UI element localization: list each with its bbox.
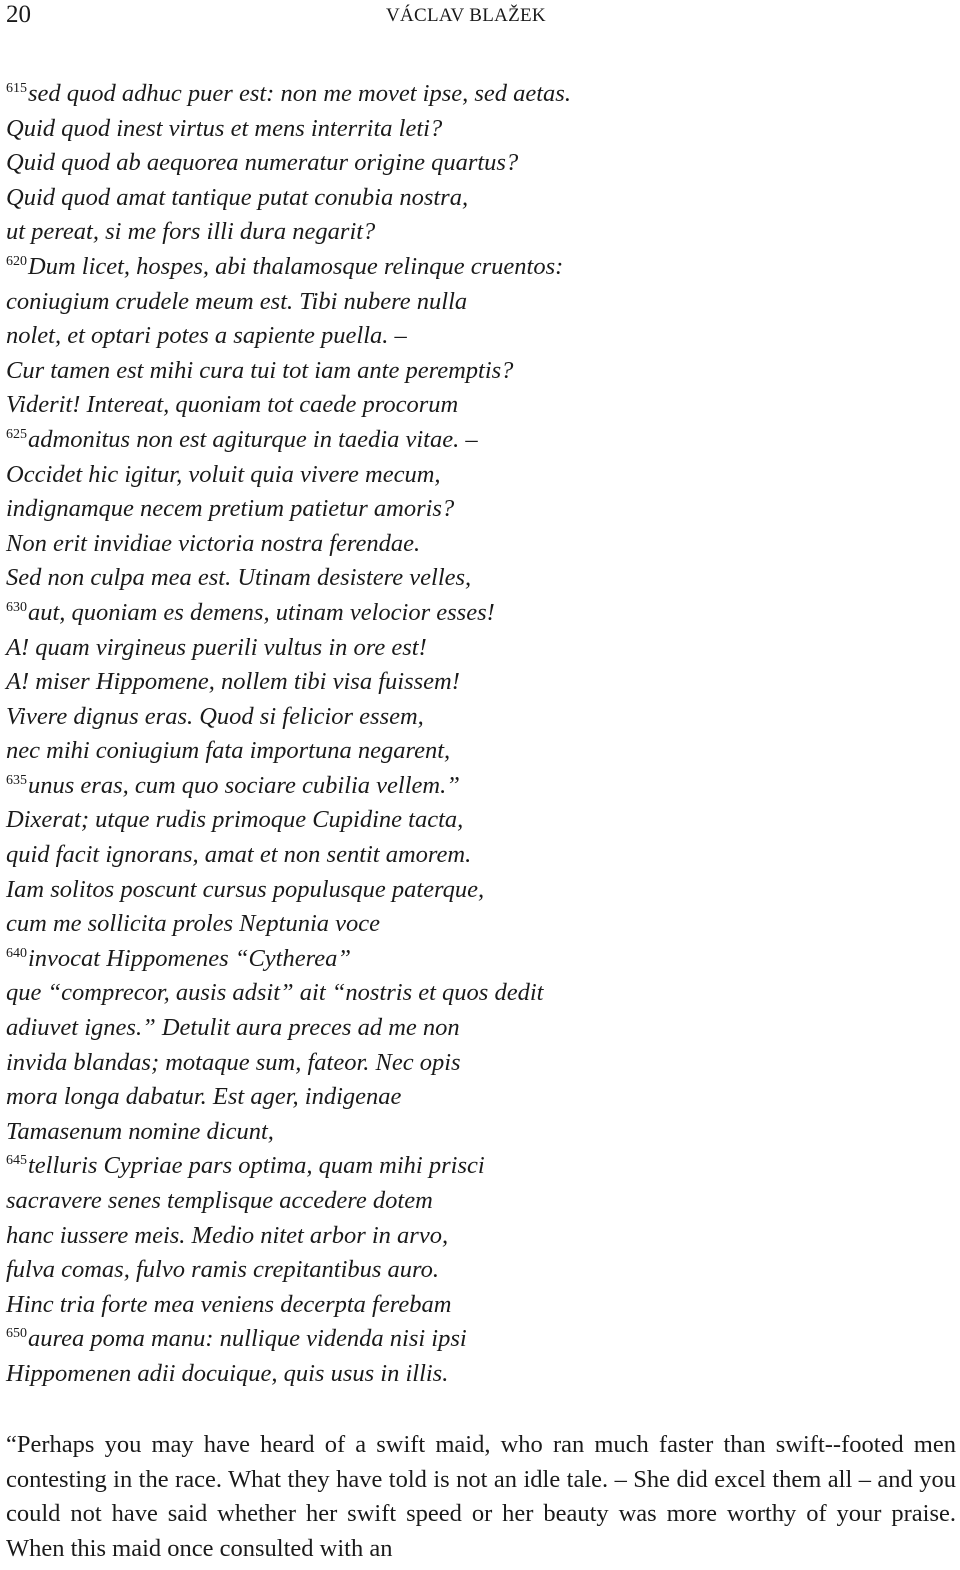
- verse-line: [6, 354, 946, 389]
- verse-line: [6, 285, 946, 320]
- verse-line: [6, 596, 946, 631]
- verse-line: [6, 1046, 946, 1081]
- verse-line: [6, 146, 946, 181]
- running-head: VÁCLAV BLAŽEK: [386, 5, 546, 26]
- verse-text: Quid quod inest virtus et mens interrita leti?: [6, 114, 443, 142]
- verse-line: [6, 976, 946, 1011]
- verse-text: Occidet hic igitur, voluit quia vivere mecum,: [6, 460, 441, 488]
- line-number: 615: [6, 81, 27, 96]
- verse-line: [6, 492, 946, 527]
- page-header: [0, 0, 960, 34]
- verse-line: [6, 1322, 946, 1357]
- verse-text: A! miser Hippomene, nollem tibi visa fuissem!: [6, 668, 460, 696]
- verse-text: A! quam virgineus puerili vultus in ore est!: [6, 633, 427, 661]
- line-number: 640: [6, 945, 27, 961]
- verse-line: [6, 1011, 946, 1046]
- verse-text: adiuvet ignes.” Detulit aura preces ad me non: [6, 1014, 460, 1042]
- verse-text: Vivere dignus eras. Quod si felicior essem,: [6, 702, 424, 730]
- verse-text: nec mihi coniugium fata importuna negarent,: [6, 737, 451, 765]
- verse-text: Non erit invidiae victoria nostra ferendae.: [6, 529, 421, 557]
- verse-line: [6, 942, 946, 977]
- verse-text: Iam solitos poscunt cursus populusque paterque,: [6, 875, 485, 903]
- verse-line: [6, 215, 946, 250]
- verse-text: Quid quod ab aequorea numeratur origine quartus?: [6, 149, 519, 177]
- latin-verse-block: [6, 77, 946, 1392]
- line-number: 635: [6, 772, 27, 788]
- verse-text: aurea poma manu: nullique videnda nisi ipsi: [28, 1325, 467, 1353]
- verse-text: Viderit! Intereat, quoniam tot caede procorum: [6, 391, 459, 419]
- verse-line: [6, 665, 946, 700]
- verse-text: invocat Hippomenes “Cytherea”: [28, 944, 351, 972]
- verse-line: [6, 458, 946, 493]
- verse-text: Hinc tria forte mea veniens decerpta ferebam: [6, 1290, 452, 1318]
- verse-text: Dum licet, hospes, abi thalamosque relinque cruentos:: [28, 252, 564, 280]
- verse-line: [6, 1115, 946, 1150]
- verse-text: nolet, et optari potes a sapiente puella. –: [6, 322, 407, 350]
- verse-text: cum me sollicita proles Neptunia voce: [6, 910, 380, 938]
- verse-text: indignamque necem pretium patietur amoris?: [6, 495, 455, 523]
- line-number: 620: [6, 253, 27, 269]
- line-number: 630: [6, 599, 27, 615]
- verse-text: unus eras, cum quo sociare cubilia vellem.”: [28, 771, 460, 799]
- verse-line: [6, 700, 946, 735]
- verse-line: [6, 112, 946, 147]
- line-number: 650: [6, 1326, 27, 1342]
- verse-line: [6, 838, 946, 873]
- verse-line: [6, 1080, 946, 1115]
- verse-text: invida blandas; motaque sum, fateor. Nec opis: [6, 1048, 461, 1076]
- verse-text: ut pereat, si me fors illi dura negarit?: [6, 218, 376, 246]
- verse-text: hanc iussere meis. Medio nitet arbor in arvo,: [6, 1221, 449, 1249]
- verse-text: Sed non culpa mea est. Utinam desistere velles,: [6, 564, 472, 592]
- verse-line: [6, 769, 946, 804]
- english-translation: “Perhaps you may have heard of a swift maid, who ran much faster than swift--footed men contesting in the race. What they have told is not an idle tale. – She did excel them all – and you could not have said whether her swift speed or her beauty was more worthy of your praise. When this maid once consulted with an: [6, 1431, 956, 1562]
- verse-text: admonitus non est agiturque in taedia vitae. –: [28, 425, 478, 453]
- verse-line: [6, 907, 946, 942]
- verse-line: [6, 388, 946, 423]
- verse-line: [6, 1149, 946, 1184]
- verse-text: sed quod adhuc puer est: non me movet ipse, sed aetas.: [28, 80, 571, 107]
- verse-text: fulva comas, fulvo ramis crepitantibus auro.: [6, 1256, 440, 1284]
- verse-text: Hippomenen adii docuique, quis usus in illis.: [6, 1359, 449, 1387]
- verse-line: [6, 1184, 946, 1219]
- verse-line: [6, 561, 946, 596]
- verse-text: sacravere senes templisque accedere dotem: [6, 1187, 433, 1214]
- verse-line: [6, 1253, 946, 1288]
- verse-text: Quid quod amat tantique putat conubia nostra,: [6, 183, 469, 211]
- verse-text: Tamasenum nomine dicunt,: [6, 1117, 274, 1145]
- verse-line: [6, 527, 946, 562]
- page-number: 20: [6, 1, 31, 28]
- verse-text: mora longa dabatur. Est ager, indigenae: [6, 1083, 402, 1111]
- verse-line: [6, 873, 946, 908]
- verse-line: [6, 181, 946, 216]
- verse-line: [6, 250, 946, 285]
- line-number: 645: [6, 1153, 27, 1169]
- verse-text: que “comprecor, ausis adsit” ait “nostris et quos dedit: [6, 979, 544, 1007]
- verse-line: [6, 631, 946, 666]
- verse-text: telluris Cypriae pars optima, quam mihi prisci: [28, 1152, 485, 1180]
- verse-line: [6, 1357, 946, 1392]
- verse-text: aut, quoniam es demens, utinam velocior esses!: [28, 598, 495, 626]
- verse-text: Cur tamen est mihi cura tui tot iam ante peremptis?: [6, 356, 514, 384]
- line-number: 625: [6, 426, 27, 442]
- verse-line: [6, 319, 946, 354]
- verse-line: [6, 1288, 946, 1323]
- verse-line: [6, 803, 946, 838]
- verse-line: [6, 77, 946, 112]
- verse-line: [6, 423, 946, 458]
- verse-line: [6, 1219, 946, 1254]
- verse-text: Dixerat; utque rudis primoque Cupidine tacta,: [6, 806, 464, 834]
- verse-text: quid facit ignorans, amat et non sentit amorem.: [6, 841, 472, 869]
- verse-text: coniugium crudele meum est. Tibi nubere nulla: [6, 287, 468, 315]
- verse-line: [6, 734, 946, 769]
